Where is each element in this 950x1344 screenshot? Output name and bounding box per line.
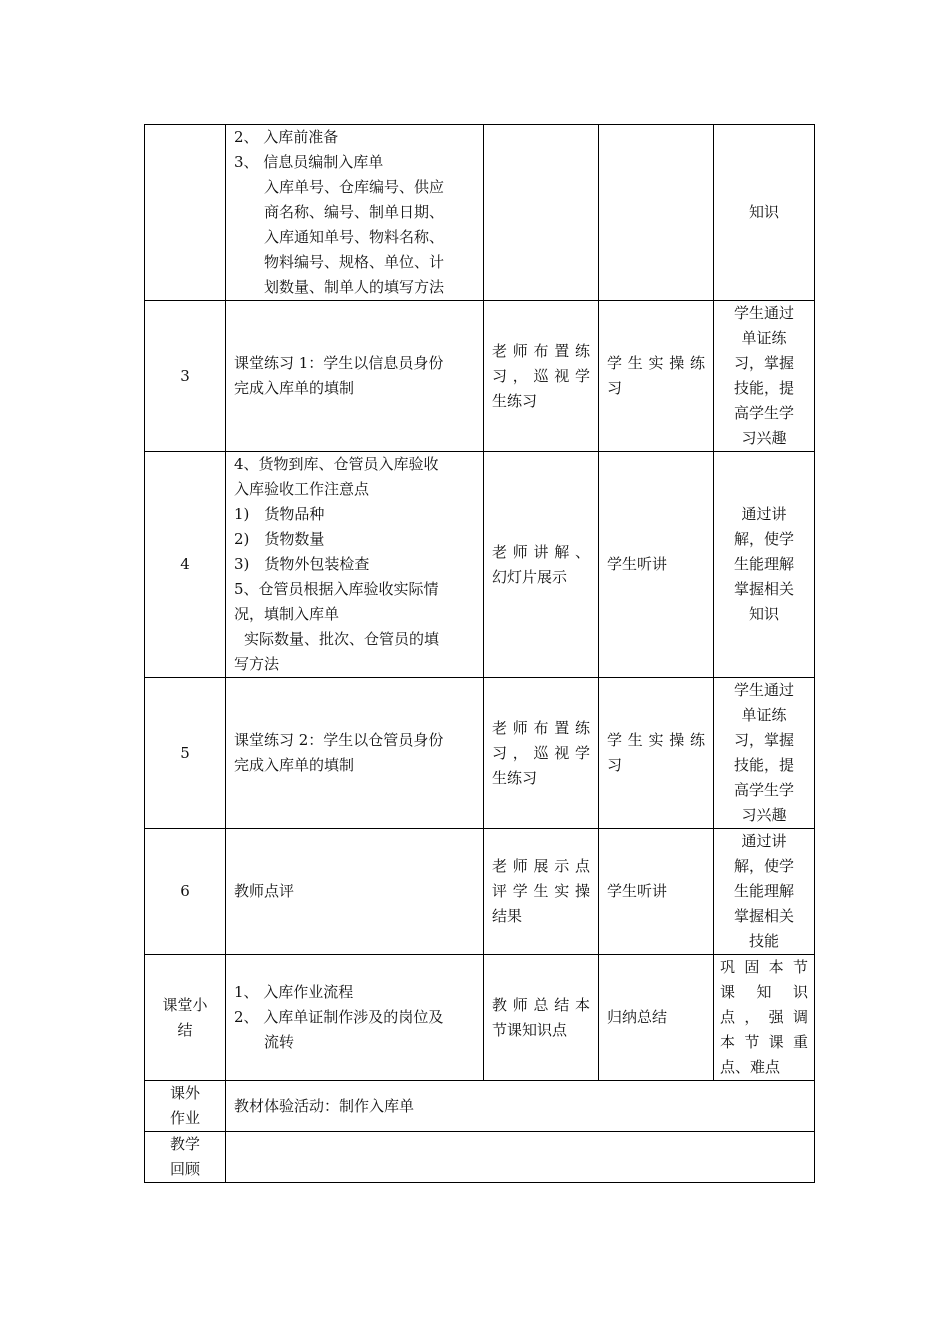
purpose-line: 解，使学: [733, 530, 794, 548]
teacher-activity-cell: [484, 301, 599, 452]
teacher-line: 习，巡视学: [492, 366, 590, 385]
step-number-cell: [145, 125, 226, 301]
content-line: 实际数量、批次、仓管员的填: [244, 630, 440, 648]
student-line: 学生听讲: [607, 882, 668, 900]
table-row: [145, 301, 815, 452]
teacher-activity-cell: [484, 955, 599, 1081]
student-line: 习: [607, 379, 623, 397]
purpose-line: 知识: [748, 203, 779, 221]
student-activity-cell: [599, 301, 714, 452]
teacher-line: 教师总结本: [492, 995, 590, 1014]
summary-label-cell: 课堂小 结: [145, 955, 226, 1081]
lesson-plan-table: [144, 124, 815, 1183]
purpose-line: 掌握相关: [733, 580, 794, 598]
teacher-line: 老师讲解、: [492, 542, 590, 561]
purpose-line: 技能: [748, 932, 779, 950]
student-activity-cell: [599, 452, 714, 678]
homework-label-cell: [145, 1081, 226, 1132]
purpose-line: 生能理解: [733, 555, 794, 573]
student-line: 习: [607, 756, 623, 774]
content-line: 3) 货物外包装检查: [234, 555, 370, 573]
purpose-line: 习，掌握: [733, 731, 794, 749]
content-line: 5、仓管员根据入库验收实际情: [234, 580, 439, 598]
student-line: 学生实操练: [607, 354, 705, 372]
content-line: 完成入库单的填制: [234, 756, 355, 774]
student-line: 学生实操练: [607, 731, 705, 749]
content-line: 况，填制入库单: [234, 605, 340, 623]
table-row: [145, 678, 815, 829]
content-line: 入库通知单号、物料名称、: [264, 228, 445, 246]
homework-content-cell: 教材体验活动：制作入库单: [226, 1081, 815, 1132]
homework-label-line: 作业: [169, 1109, 200, 1127]
purpose-cell: [714, 678, 815, 829]
student-line: 学生听讲: [607, 555, 668, 573]
purpose-line: 点，强调: [720, 1008, 808, 1026]
step-number-cell: 5: [145, 678, 226, 829]
content-line: 物料编号、规格、单位、计: [264, 253, 445, 271]
purpose-line: 单证练: [741, 706, 787, 724]
review-label-line: 回顾: [169, 1160, 200, 1178]
purpose-line: 学生通过: [733, 681, 794, 699]
step-number-cell: 3: [145, 301, 226, 452]
purpose-cell: [714, 301, 815, 452]
teacher-line: 结果: [492, 907, 523, 925]
teacher-activity-cell: [484, 452, 599, 678]
content-line: 入库单号、仓库编号、供应: [264, 178, 445, 196]
purpose-line: 解，使学: [733, 857, 794, 875]
purpose-line: 知识: [748, 605, 779, 623]
teacher-line: 习，巡视学: [492, 743, 590, 762]
purpose-line: 本节课重: [720, 1033, 808, 1051]
content-cell: [226, 829, 484, 955]
teacher-line: 生练习: [492, 768, 538, 787]
student-activity-cell: [599, 125, 714, 301]
purpose-line: 通过讲: [741, 832, 787, 850]
teacher-activity-cell: [484, 829, 599, 955]
student-activity-cell: [599, 678, 714, 829]
purpose-line: 课知识: [720, 983, 808, 1001]
purpose-line: 习，掌握: [733, 354, 794, 372]
content-line: 流转: [264, 1033, 295, 1051]
table-row: [145, 452, 815, 678]
content-cell: [226, 678, 484, 829]
teacher-line: 幻灯片展示: [492, 567, 568, 586]
teacher-line: 老师布置练: [492, 341, 590, 360]
content-line: 1) 货物品种: [234, 505, 325, 523]
purpose-line: 通过讲: [741, 505, 787, 523]
purpose-line: 技能，提: [733, 379, 794, 397]
content-line: 商名称、编号、制单日期、: [264, 203, 445, 221]
content-cell: [226, 452, 484, 678]
student-activity-cell: [599, 955, 714, 1081]
content-line: 划数量、制单人的填写方法: [264, 278, 445, 296]
teacher-activity-cell: [484, 678, 599, 829]
table-row: [145, 1081, 815, 1132]
table-row: [145, 125, 815, 301]
review-content-cell: [226, 1132, 815, 1183]
step-number-cell: 4: [145, 452, 226, 678]
table-row: [145, 829, 815, 955]
homework-label-line: 课外: [169, 1084, 200, 1102]
student-line: 归纳总结: [607, 1008, 668, 1026]
content-line: 课堂练习 1：学生以信息员身份: [234, 354, 444, 372]
teacher-activity-cell: [484, 125, 599, 301]
content-line: 4、货物到库、仓管员入库验收: [234, 455, 439, 473]
purpose-line: 高学生学: [733, 781, 794, 799]
content-line: 课堂练习 2：学生以仓管员身份: [234, 731, 444, 749]
content-line: 写方法: [234, 655, 280, 673]
purpose-line: 学生通过: [733, 304, 794, 322]
content-line: 2、 入库单证制作涉及的岗位及: [234, 1008, 444, 1026]
teacher-line: 生练习: [492, 391, 538, 410]
content-line: 教师点评: [234, 882, 295, 900]
review-label-cell: [145, 1132, 226, 1183]
purpose-cell: [714, 829, 815, 955]
purpose-line: 技能，提: [733, 756, 794, 774]
teacher-line: 老师展示点: [492, 857, 590, 875]
content-line: 2) 货物数量: [234, 530, 325, 548]
review-label-line: 教学: [169, 1135, 200, 1153]
purpose-line: 习兴趣: [741, 806, 787, 824]
purpose-line: 生能理解: [733, 882, 794, 900]
purpose-line: 掌握相关: [733, 907, 794, 925]
content-line: 完成入库单的填制: [234, 379, 355, 397]
content-cell: [226, 125, 484, 301]
content-cell: [226, 955, 484, 1081]
purpose-line: 习兴趣: [741, 429, 787, 447]
purpose-line: 单证练: [741, 329, 787, 347]
teacher-line: 老师布置练: [492, 718, 590, 737]
student-activity-cell: [599, 829, 714, 955]
table-row: [145, 955, 815, 1081]
table-row: [145, 1132, 815, 1183]
purpose-cell: [714, 125, 815, 301]
teacher-line: 节课知识点: [492, 1020, 568, 1039]
content-line: 3、 信息员编制入库单: [234, 153, 384, 171]
purpose-line: 高学生学: [733, 404, 794, 422]
purpose-cell: [714, 955, 815, 1081]
content-line: 1、 入库作业流程: [234, 983, 354, 1001]
purpose-cell: [714, 452, 815, 678]
step-number-cell: 6: [145, 829, 226, 955]
content-cell: [226, 301, 484, 452]
content-line: 2、 入库前准备: [234, 128, 339, 146]
purpose-line: 巩固本节: [720, 958, 808, 976]
teacher-line: 评学生实操: [492, 882, 590, 900]
content-line: 入库验收工作注意点: [234, 480, 370, 498]
purpose-line: 点、难点: [720, 1058, 781, 1076]
